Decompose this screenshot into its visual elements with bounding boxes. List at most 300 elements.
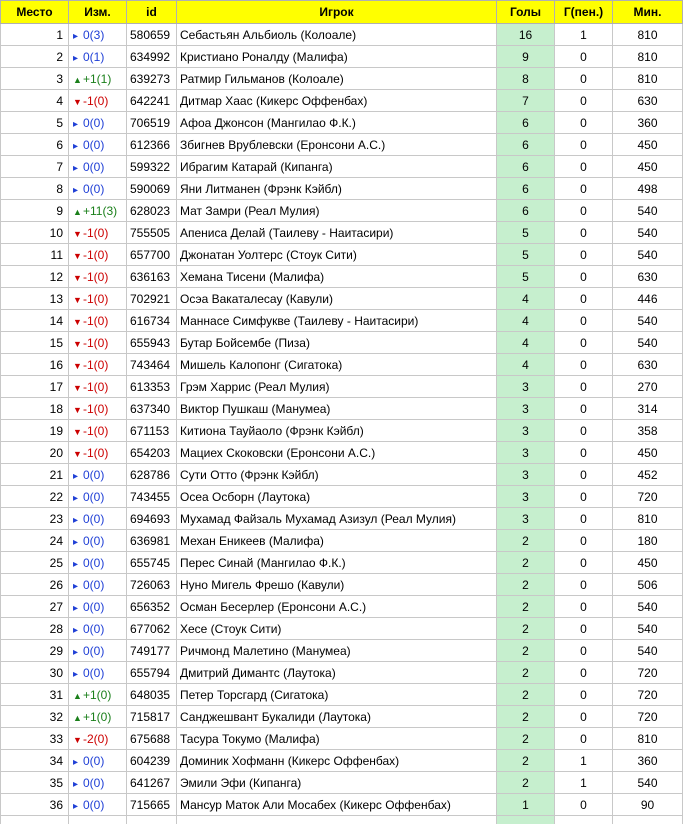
header-id[interactable]: id [127,1,177,24]
minutes-cell: 450 [613,442,683,464]
minutes-cell: 810 [613,68,683,90]
change-value: 0(0) [83,468,104,482]
change-value: +1(0) [83,688,111,702]
id-cell: 677062 [127,618,177,640]
goals-cell: 4 [497,354,555,376]
goals-cell: 16 [497,24,555,46]
table-row[interactable] [1,310,683,332]
change-cell [69,684,127,706]
table-row[interactable] [1,288,683,310]
id-cell: 642241 [127,90,177,112]
table-row[interactable] [1,222,683,244]
table-row[interactable] [1,442,683,464]
change-cell [69,376,127,398]
penalty-goals-cell: 0 [555,618,613,640]
table-row[interactable] [1,244,683,266]
goals-cell: 3 [497,420,555,442]
change-value: -1(0) [83,336,108,350]
id-cell: 580659 [127,24,177,46]
place-cell: 33 [1,728,69,750]
change-value: -1(0) [83,424,108,438]
goals-cell: 5 [497,222,555,244]
header-place[interactable]: Место [1,1,69,24]
change-value: 0(0) [83,600,104,614]
table-row[interactable] [1,398,683,420]
minutes-cell: 450 [613,552,683,574]
change-cell [69,112,127,134]
player-cell: Ратмир Гильманов (Колоале) [177,68,497,90]
id-cell: 604239 [127,750,177,772]
place-cell: 19 [1,420,69,442]
id-cell: 743464 [127,354,177,376]
penalty-goals-cell: 0 [555,90,613,112]
change-value: +1(1) [83,72,111,86]
table-row[interactable] [1,376,683,398]
change-value: 0(0) [83,490,104,504]
arrow-right-icon: ▸ [73,757,83,768]
penalty-goals-cell: 0 [555,310,613,332]
place-cell: 12 [1,266,69,288]
penalty-goals-cell: 0 [555,596,613,618]
id-cell: 637340 [127,398,177,420]
change-value: -1(0) [83,248,108,262]
table-row[interactable] [1,332,683,354]
place-cell: 23 [1,508,69,530]
change-cell [69,134,127,156]
arrow-down-icon: ▼ [73,361,83,371]
id-cell: 613353 [127,376,177,398]
change-cell [69,354,127,376]
change-value: -1(0) [83,380,108,394]
minutes-cell: 720 [613,662,683,684]
penalty-goals-cell: 1 [555,24,613,46]
table-row[interactable] [1,24,683,46]
minutes-cell: 810 [613,46,683,68]
change-cell [69,442,127,464]
penalty-goals-cell: 0 [555,574,613,596]
arrow-right-icon: ▸ [73,603,83,614]
goals-cell: 2 [497,662,555,684]
player-cell: Маннасе Симфукве (Таилеву - Наитасири) [177,310,497,332]
place-cell: 26 [1,574,69,596]
goals-cell: 2 [497,772,555,794]
table-body [1,24,683,824]
change-value: -1(0) [83,358,108,372]
change-cell [69,794,127,816]
minutes-cell: 720 [613,684,683,706]
header-player[interactable]: Игрок [177,1,497,24]
table-row[interactable] [1,596,683,618]
place-cell: 27 [1,596,69,618]
goals-cell: 2 [497,552,555,574]
minutes-cell: 630 [613,90,683,112]
place-cell: 17 [1,376,69,398]
table-row[interactable] [1,134,683,156]
player-cell: Грэм Харрис (Реал Мулия) [177,376,497,398]
goals-cell: 2 [497,574,555,596]
place-cell: 10 [1,222,69,244]
minutes-cell: 810 [613,728,683,750]
change-value: -1(0) [83,402,108,416]
penalty-goals-cell: 0 [555,684,613,706]
place-cell: 9 [1,200,69,222]
player-cell: Механ Еникеев (Малифа) [177,530,497,552]
header-row [1,1,683,24]
goals-cell: 3 [497,464,555,486]
header-minutes[interactable]: Мин. [613,1,683,24]
goals-cell: 3 [497,398,555,420]
change-cell [69,772,127,794]
minutes-cell: 540 [613,200,683,222]
table-row[interactable] [1,486,683,508]
goals-cell: 4 [497,310,555,332]
arrow-down-icon: ▼ [73,339,83,349]
goals-cell: 6 [497,200,555,222]
change-cell [69,530,127,552]
id-cell: 641267 [127,772,177,794]
goals-cell: 7 [497,90,555,112]
change-cell [69,728,127,750]
penalty-goals-cell: 0 [555,46,613,68]
place-cell: 36 [1,794,69,816]
goals-cell: 4 [497,332,555,354]
id-cell: 726063 [127,574,177,596]
change-value: -1(0) [83,446,108,460]
change-cell [69,750,127,772]
table-row[interactable] [1,662,683,684]
id-cell: 755505 [127,222,177,244]
header-goals[interactable]: Голы [497,1,555,24]
id-cell: 655794 [127,662,177,684]
change-value: +11(3) [83,204,117,218]
penalty-goals-cell: 0 [555,640,613,662]
arrow-right-icon: ▸ [73,515,83,526]
minutes-cell: 720 [613,486,683,508]
penalty-goals-cell: 0 [555,332,613,354]
id-cell: 616734 [127,310,177,332]
change-value: 0(0) [83,556,104,570]
place-cell: 1 [1,24,69,46]
place-cell: 31 [1,684,69,706]
change-cell [69,288,127,310]
id-cell: 648035 [127,684,177,706]
penalty-goals-cell: 1 [555,750,613,772]
goals-cell: 3 [497,442,555,464]
minutes-cell: 446 [613,288,683,310]
goals-cell: 4 [497,288,555,310]
table-row[interactable] [1,266,683,288]
penalty-goals-cell: 0 [555,552,613,574]
change-cell [69,222,127,244]
change-cell [69,244,127,266]
penalty-goals-cell: 1 [555,772,613,794]
table-row[interactable] [1,574,683,596]
minutes-cell: 360 [613,112,683,134]
change-value: 0(0) [83,776,104,790]
id-cell: 639273 [127,68,177,90]
goals-cell: 2 [497,750,555,772]
arrow-right-icon: ▸ [73,53,83,64]
goals-cell: 2 [497,596,555,618]
id-cell: 715665 [127,794,177,816]
id-cell: 590069 [127,178,177,200]
player-cell: Сути Отто (Фрэнк Кэйбл) [177,464,497,486]
arrow-down-icon: ▼ [73,405,83,415]
table-row[interactable] [1,772,683,794]
arrow-right-icon: ▸ [73,163,83,174]
change-value: 0(0) [83,160,104,174]
change-value: 0(0) [83,798,104,812]
player-cell: Мухамад Файзаль Мухамад Азизул (Реал Мулия) [177,508,497,530]
place-cell: 11 [1,244,69,266]
minutes-cell: 180 [613,530,683,552]
goals-cell: 6 [497,134,555,156]
player-cell: Мансур Маток Али Мосабех (Кикерс Оффенбах) [177,794,497,816]
place-cell: 18 [1,398,69,420]
change-cell [69,398,127,420]
player-cell: Тасура Токумо (Малифа) [177,728,497,750]
place-cell: 34 [1,750,69,772]
goals-cell: 2 [497,618,555,640]
table-row[interactable] [1,420,683,442]
penalty-goals-cell: 0 [555,288,613,310]
change-cell [69,508,127,530]
id-cell: 706519 [127,112,177,134]
arrow-down-icon: ▼ [73,735,83,745]
change-cell [69,156,127,178]
header-change[interactable]: Изм. [69,1,127,24]
player-cell: Ибрагим Катарай (Кипанга) [177,156,497,178]
change-value: -1(0) [83,94,108,108]
minutes-cell: 270 [613,376,683,398]
arrow-down-icon: ▼ [73,229,83,239]
change-cell [69,596,127,618]
change-cell [69,618,127,640]
place-cell: 6 [1,134,69,156]
change-cell [69,464,127,486]
change-value: 0(0) [83,534,104,548]
arrow-right-icon: ▸ [73,185,83,196]
place-cell: 30 [1,662,69,684]
arrow-up-icon: ▲ [73,75,83,85]
arrow-right-icon: ▸ [73,471,83,482]
goals-cell: 2 [497,684,555,706]
change-value: 0(0) [83,116,104,130]
table-row[interactable] [1,750,683,772]
change-cell [69,178,127,200]
goals-cell: 2 [497,728,555,750]
arrow-down-icon: ▼ [73,295,83,305]
penalty-goals-cell: 0 [555,200,613,222]
player-cell: Збигнев Врублевски (Еронсони А.С.) [177,134,497,156]
place-cell: 35 [1,772,69,794]
change-cell [69,310,127,332]
penalty-goals-cell: 0 [555,134,613,156]
penalty-goals-cell: 0 [555,222,613,244]
change-value: 0(0) [83,754,104,768]
place-cell: 16 [1,354,69,376]
player-cell: Эмили Эфи (Кипанга) [177,772,497,794]
id-cell: 654203 [127,442,177,464]
player-cell: Перес Синай (Мангилао Ф.К.) [177,552,497,574]
player-cell: Осеа Осборн (Лаутока) [177,486,497,508]
minutes-cell: 90 [613,794,683,816]
change-cell [69,574,127,596]
id-cell: 655745 [127,552,177,574]
place-cell: 21 [1,464,69,486]
table-row[interactable] [1,354,683,376]
change-cell [69,68,127,90]
minutes-cell: 540 [613,222,683,244]
table-row[interactable] [1,178,683,200]
change-cell [69,24,127,46]
change-value: -1(0) [83,226,108,240]
minutes-cell: 506 [613,574,683,596]
change-value: 0(0) [83,644,104,658]
place-cell: 5 [1,112,69,134]
goals-cell: 8 [497,68,555,90]
table-row[interactable] [1,706,683,728]
change-value: 0(0) [83,622,104,636]
player-cell: Петер Торсгард (Сигатока) [177,684,497,706]
change-value: 0(0) [83,578,104,592]
penalty-goals-cell: 0 [555,464,613,486]
change-cell [69,200,127,222]
goals-cell: 2 [497,530,555,552]
arrow-up-icon: ▲ [73,691,83,701]
change-value: -1(0) [83,314,108,328]
penalty-goals-cell: 0 [555,68,613,90]
id-cell: 656352 [127,596,177,618]
id-cell: 694693 [127,508,177,530]
minutes-cell: 540 [613,596,683,618]
goals-cell: 6 [497,156,555,178]
id-cell: 655943 [127,332,177,354]
minutes-cell: 540 [613,772,683,794]
player-cell: Хесе (Стоук Сити) [177,618,497,640]
table-row[interactable] [1,508,683,530]
minutes-cell: 314 [613,398,683,420]
arrow-down-icon: ▼ [73,273,83,283]
arrow-right-icon: ▸ [73,581,83,592]
table-row[interactable] [1,68,683,90]
id-cell: 671153 [127,420,177,442]
goals-cell: 3 [497,508,555,530]
table-row[interactable] [1,90,683,112]
table-row[interactable] [1,46,683,68]
place-cell: 2 [1,46,69,68]
place-cell: 13 [1,288,69,310]
penalty-goals-cell: 0 [555,156,613,178]
change-value: 0(0) [83,666,104,680]
table-row[interactable] [1,200,683,222]
place-cell: 4 [1,90,69,112]
minutes-cell: 540 [613,244,683,266]
penalty-goals-cell: 0 [555,244,613,266]
arrow-right-icon: ▸ [73,141,83,152]
arrow-down-icon: ▼ [73,251,83,261]
arrow-right-icon: ▸ [73,801,83,812]
arrow-down-icon: ▼ [73,317,83,327]
table-row[interactable] [1,552,683,574]
minutes-cell: 452 [613,464,683,486]
arrow-right-icon: ▸ [73,537,83,548]
change-cell [69,420,127,442]
table-row[interactable] [1,728,683,750]
player-cell: Дитмар Хаас (Кикерс Оффенбах) [177,90,497,112]
table-row[interactable] [1,156,683,178]
change-value: -2(0) [83,732,108,746]
player-cell: Виктор Пушкаш (Манумеа) [177,398,497,420]
arrow-right-icon: ▸ [73,493,83,504]
minutes-cell: 540 [613,618,683,640]
table-row[interactable] [1,640,683,662]
player-cell: Китиона Тауйаоло (Фрэнк Кэйбл) [177,420,497,442]
player-cell: Доминик Хофманн (Кикерс Оффенбах) [177,750,497,772]
table-row[interactable] [1,112,683,134]
place-cell: 24 [1,530,69,552]
change-value: -1(0) [83,292,108,306]
arrow-up-icon: ▲ [73,713,83,723]
arrow-down-icon: ▼ [73,383,83,393]
id-cell: 628023 [127,200,177,222]
arrow-down-icon: ▼ [73,97,83,107]
penalty-goals-cell: 0 [555,354,613,376]
arrow-right-icon: ▸ [73,647,83,658]
minutes-cell: 720 [613,706,683,728]
place-cell: 8 [1,178,69,200]
penalty-goals-cell: 0 [555,266,613,288]
penalty-goals-cell: 0 [555,706,613,728]
player-cell: Мациех Скоковски (Еронсони А.С.) [177,442,497,464]
id-cell: 628786 [127,464,177,486]
change-value: 0(1) [83,50,104,64]
player-cell: Мат Замри (Реал Мулия) [177,200,497,222]
minutes-cell: 450 [613,156,683,178]
player-cell: Яни Литманен (Фрэнк Кэйбл) [177,178,497,200]
table-row[interactable] [1,464,683,486]
penalty-goals-cell: 0 [555,728,613,750]
change-cell [69,332,127,354]
penalty-goals-cell: 0 [555,442,613,464]
id-cell: 599322 [127,156,177,178]
arrow-right-icon: ▸ [73,669,83,680]
table-row[interactable] [1,794,683,816]
id-cell: 702921 [127,288,177,310]
id-cell: 715817 [127,706,177,728]
minutes-cell: 810 [613,508,683,530]
player-cell: Апениса Делай (Таилеву - Наитасири) [177,222,497,244]
goals-cell: 2 [497,640,555,662]
table-row-partial [1,816,683,824]
change-value: -1(0) [83,270,108,284]
arrow-right-icon: ▸ [73,31,83,42]
penalty-goals-cell: 0 [555,420,613,442]
change-cell [69,266,127,288]
header-penalty-goals[interactable]: Г(пен.) [555,1,613,24]
place-cell: 29 [1,640,69,662]
player-cell: Мишель Калопонг (Сигатока) [177,354,497,376]
change-cell [69,640,127,662]
table-row[interactable] [1,618,683,640]
place-cell: 15 [1,332,69,354]
penalty-goals-cell: 0 [555,398,613,420]
goals-cell: 3 [497,486,555,508]
penalty-goals-cell: 0 [555,112,613,134]
minutes-cell: 540 [613,640,683,662]
table-row[interactable] [1,684,683,706]
table-row[interactable] [1,530,683,552]
